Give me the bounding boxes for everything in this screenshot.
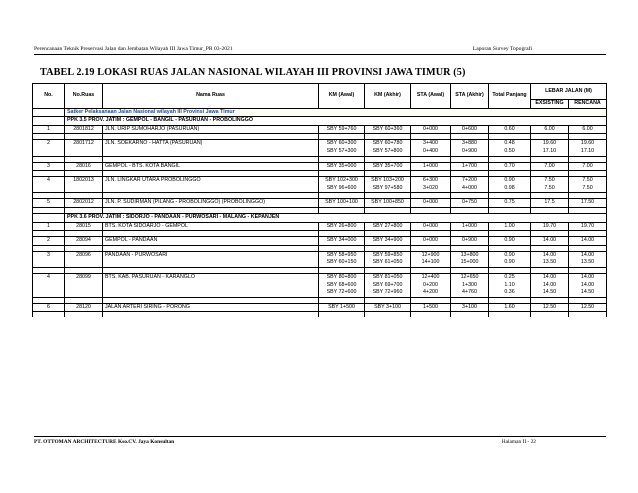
cell-rencana: 14.00 bbox=[569, 273, 607, 281]
cell-sta-awal: 0+400 bbox=[411, 148, 451, 156]
cell-panjang: 0.36 bbox=[489, 289, 531, 297]
cell-sta-awal: 0+200 bbox=[411, 282, 451, 290]
cell-existing: 7.50 bbox=[531, 177, 569, 185]
cell-rencana: 19.60 bbox=[569, 140, 607, 148]
cell-no: 1 bbox=[33, 222, 65, 231]
col-rencana: RENCANA bbox=[569, 100, 607, 109]
cell-km-awal: SBY 72+600 bbox=[319, 289, 365, 297]
cell-km-akhir: SBY 60+360 bbox=[365, 125, 411, 134]
cell-sta-akhir: 15+000 bbox=[451, 259, 489, 267]
cell-existing: 19.70 bbox=[531, 222, 569, 231]
cell-km-akhir: SBY 57+800 bbox=[365, 148, 411, 156]
road-table bbox=[32, 83, 607, 317]
cell-km-akhir: SBY 61+050 bbox=[365, 259, 411, 267]
cell-km-awal: SBY 34+000 bbox=[319, 237, 365, 246]
cell-km-awal: SBY 102+300 bbox=[319, 177, 365, 185]
page-footer bbox=[34, 436, 606, 445]
cell-km-akhir: SBY 100+850 bbox=[365, 199, 411, 208]
cell-sta-awal: 4+200 bbox=[411, 289, 451, 297]
cell-panjang: 0.90 bbox=[489, 259, 531, 267]
cell-existing: 12.50 bbox=[531, 303, 569, 312]
cell-no bbox=[33, 282, 65, 290]
cell-km-akhir: SBY 59+850 bbox=[365, 251, 411, 259]
table-title: TABEL 2.19 LOKASI RUAS JALAN NASIONAL WILAYAH III PROVINSI JAWA TIMUR (5) bbox=[40, 67, 466, 78]
cell-no: 3 bbox=[33, 162, 65, 171]
satker-row bbox=[33, 108, 607, 117]
spacer-cell bbox=[411, 312, 451, 318]
spacer-cell bbox=[489, 312, 531, 318]
cell-no: 1 bbox=[33, 125, 65, 134]
cell-no bbox=[33, 148, 65, 156]
cell-rencana: 19.70 bbox=[569, 222, 607, 231]
col-sta-awal: STA (Awal) bbox=[411, 84, 451, 109]
cell-panjang: 0.75 bbox=[489, 199, 531, 208]
ppk36-title: PPK 3.6 PROV. JATIM : SIDORJO - PANDAAN - PURWOSARI - MALANG - KEPANJEN bbox=[65, 213, 607, 222]
cell-sta-akhir: 1+300 bbox=[451, 282, 489, 290]
cell-no: 5 bbox=[33, 199, 65, 208]
cell-km-awal: SBY 68+600 bbox=[319, 282, 365, 290]
cell-panjang: 0.98 bbox=[489, 185, 531, 193]
cell-km-awal: SBY 100+100 bbox=[319, 199, 365, 208]
col-no-ruas: No.Ruas bbox=[65, 84, 103, 109]
table-row bbox=[33, 185, 607, 193]
cell-km-awal: SBY 58+950 bbox=[319, 251, 365, 259]
cell-nama: JLN. URIP SUMOHARJO (PASURUAN) bbox=[103, 125, 319, 134]
cell-nama bbox=[103, 259, 319, 267]
cell-panjang: 1.00 bbox=[489, 222, 531, 231]
cell-sta-akhir: 4+760 bbox=[451, 289, 489, 297]
col-km-awal: KM (Awal) bbox=[319, 84, 365, 109]
cell-sta-awal: 1+000 bbox=[411, 162, 451, 171]
cell-km-awal: SBY 35+000 bbox=[319, 162, 365, 171]
cell-panjang: 0.90 bbox=[489, 251, 531, 259]
cell-ruas: 28016 bbox=[65, 162, 103, 171]
cell-sta-akhir: 0+600 bbox=[451, 125, 489, 134]
spacer-cell bbox=[531, 312, 569, 318]
table-row bbox=[33, 125, 607, 134]
ppk35-title: PPK 3.5 PROV. JATIM : GEMPOL - BANGIL - PASURUAN - PROBOLINGGO bbox=[65, 117, 607, 126]
cell-km-awal: SBY 60+150 bbox=[319, 259, 365, 267]
table-body bbox=[33, 108, 607, 317]
cell-existing: 14.00 bbox=[531, 237, 569, 246]
table-row bbox=[33, 273, 607, 281]
cell-ruas bbox=[65, 282, 103, 290]
cell-no bbox=[33, 259, 65, 267]
table-row bbox=[33, 222, 607, 231]
col-sta-akhir: STA (Akhir) bbox=[451, 84, 489, 109]
cell-km-akhir: SBY 27+800 bbox=[365, 222, 411, 231]
spacer-cell bbox=[569, 312, 607, 318]
cell-ruas: 28099 bbox=[65, 273, 103, 281]
spacer-cell bbox=[103, 312, 319, 318]
cell-sta-akhir: 1+700 bbox=[451, 162, 489, 171]
table-row bbox=[33, 140, 607, 148]
col-km-akhir: KM (Akhir) bbox=[365, 84, 411, 109]
cell-no bbox=[33, 185, 65, 193]
cell-ruas bbox=[65, 148, 103, 156]
ppk35-row bbox=[33, 117, 607, 126]
cell-existing: 19.60 bbox=[531, 140, 569, 148]
cell-ruas: 2801712 bbox=[65, 140, 103, 148]
cell-panjang: 0.48 bbox=[489, 140, 531, 148]
cell-existing: 7.50 bbox=[531, 185, 569, 193]
cell-no bbox=[33, 289, 65, 297]
spacer-cell bbox=[33, 312, 65, 318]
cell-km-akhir: SBY 60+780 bbox=[365, 140, 411, 148]
col-existing: EXSISTING bbox=[531, 100, 569, 109]
cell-ruas: 28015 bbox=[65, 222, 103, 231]
cell-sta-akhir: 13+800 bbox=[451, 251, 489, 259]
cell-km-akhir: SBY 34+900 bbox=[365, 237, 411, 246]
cell-nama: GEMPOL - BTS. KOTA BANGIL bbox=[103, 162, 319, 171]
cell-sta-awal: 12+900 bbox=[411, 251, 451, 259]
spacer-row bbox=[33, 312, 607, 318]
cell-rencana: 14.00 bbox=[569, 282, 607, 290]
cell-no: 2 bbox=[33, 237, 65, 246]
cell-ruas: 28094 bbox=[65, 237, 103, 246]
cell-rencana: 7.50 bbox=[569, 177, 607, 185]
cell-existing: 14.00 bbox=[531, 251, 569, 259]
cell-rencana: 14.00 bbox=[569, 251, 607, 259]
cell-rencana: 7.00 bbox=[569, 162, 607, 171]
table-row bbox=[33, 289, 607, 297]
cell-rencana: 14.50 bbox=[569, 289, 607, 297]
cell-km-awal: SBY 96+600 bbox=[319, 185, 365, 193]
table-row bbox=[33, 237, 607, 246]
cell-panjang: 0.70 bbox=[489, 162, 531, 171]
cell-rencana: 17.10 bbox=[569, 148, 607, 156]
cell-ruas: 1802013 bbox=[65, 177, 103, 185]
cell-existing: 14.50 bbox=[531, 289, 569, 297]
cell-km-awal: SBY 80+800 bbox=[319, 273, 365, 281]
cell-rencana: 13.50 bbox=[569, 259, 607, 267]
cell-sta-akhir: 7+200 bbox=[451, 177, 489, 185]
footer-page-number: Halaman II - 22 bbox=[501, 439, 536, 445]
spacer-cell bbox=[451, 312, 489, 318]
cell-sta-awal: 0+000 bbox=[411, 237, 451, 246]
cell-no: 2 bbox=[33, 140, 65, 148]
cell-panjang: 1.60 bbox=[489, 303, 531, 312]
table-row bbox=[33, 177, 607, 185]
cell-sta-awal: 14+100 bbox=[411, 259, 451, 267]
cell-sta-awal: 1+500 bbox=[411, 303, 451, 312]
cell-nama: JLN. P. SUDIRMAN (PILANG - PROBOLINGGO) (PROBOLINGGO) bbox=[103, 199, 319, 208]
cell-km-akhir: SBY 81+050 bbox=[365, 273, 411, 281]
cell-existing: 14.00 bbox=[531, 273, 569, 281]
cell-ruas: 28096 bbox=[65, 251, 103, 259]
table-row bbox=[33, 282, 607, 290]
cell-km-akhir: SBY 103+200 bbox=[365, 177, 411, 185]
col-lebar-jalan: LEBAR JALAN (M) bbox=[531, 84, 607, 100]
header-left-text: Perencanaan Teknik Preservasi Jalan dan Jembatan Wilayah III Jawa Timur_PR 03-2021 bbox=[34, 46, 233, 52]
cell-rencana: 6.00 bbox=[569, 125, 607, 134]
cell-panjang: 0.90 bbox=[489, 237, 531, 246]
table-row bbox=[33, 251, 607, 259]
table-head bbox=[33, 84, 607, 109]
cell-km-akhir: SBY 3+100 bbox=[365, 303, 411, 312]
cell-sta-akhir: 12+650 bbox=[451, 273, 489, 281]
cell-nama: JLN. LINGKAR UTARA PROBOLINGGO bbox=[103, 177, 319, 185]
table-row bbox=[33, 162, 607, 171]
cell-nama bbox=[103, 289, 319, 297]
cell-sta-akhir: 1+000 bbox=[451, 222, 489, 231]
table-row bbox=[33, 199, 607, 208]
spacer-cell bbox=[65, 312, 103, 318]
cell-sta-awal: 6+300 bbox=[411, 177, 451, 185]
cell-rencana: 14.00 bbox=[569, 237, 607, 246]
cell-no: 4 bbox=[33, 177, 65, 185]
col-total-panjang: Total Panjang bbox=[489, 84, 531, 109]
cell-km-akhir: SBY 97+580 bbox=[365, 185, 411, 193]
ppk36-row bbox=[33, 213, 607, 222]
cell-existing: 17.5 bbox=[531, 199, 569, 208]
ppk36-blank bbox=[33, 213, 65, 222]
spacer-cell bbox=[365, 312, 411, 318]
table-row bbox=[33, 148, 607, 156]
cell-nama: JALAN ARTERI SIRING - PORONG bbox=[103, 303, 319, 312]
cell-sta-awal: 0+000 bbox=[411, 199, 451, 208]
cell-sta-akhir: 0+900 bbox=[451, 237, 489, 246]
cell-ruas: 2802012 bbox=[65, 199, 103, 208]
cell-existing: 17.10 bbox=[531, 148, 569, 156]
table-row bbox=[33, 303, 607, 312]
cell-sta-akhir: 3+880 bbox=[451, 140, 489, 148]
cell-km-awal: SBY 59+760 bbox=[319, 125, 365, 134]
cell-rencana: 7.50 bbox=[569, 185, 607, 193]
cell-nama: BTS. KOTA SIDOARJO - GEMPOL bbox=[103, 222, 319, 231]
col-no: No. bbox=[33, 84, 65, 109]
cell-sta-awal: 3+020 bbox=[411, 185, 451, 193]
cell-sta-akhir: 3+100 bbox=[451, 303, 489, 312]
cell-km-awal: SBY 57+300 bbox=[319, 148, 365, 156]
cell-nama bbox=[103, 282, 319, 290]
cell-ruas bbox=[65, 259, 103, 267]
cell-ruas bbox=[65, 185, 103, 193]
cell-existing: 13.50 bbox=[531, 259, 569, 267]
cell-ruas: 2801812 bbox=[65, 125, 103, 134]
cell-no: 3 bbox=[33, 251, 65, 259]
cell-panjang: 0.60 bbox=[489, 125, 531, 134]
cell-panjang: 0.50 bbox=[489, 148, 531, 156]
cell-sta-akhir: 4+000 bbox=[451, 185, 489, 193]
cell-no: 6 bbox=[33, 303, 65, 312]
cell-rencana: 12.50 bbox=[569, 303, 607, 312]
cell-nama bbox=[103, 148, 319, 156]
cell-panjang: 0.90 bbox=[489, 177, 531, 185]
cell-existing: 14.00 bbox=[531, 282, 569, 290]
cell-panjang: 1.10 bbox=[489, 282, 531, 290]
cell-no: 4 bbox=[33, 273, 65, 281]
cell-km-akhir: SBY 72+960 bbox=[365, 289, 411, 297]
cell-nama: PANDAAN - PURWOSARI bbox=[103, 251, 319, 259]
cell-nama: JLN. SOEKARNO - HATTA (PASURUAN) bbox=[103, 140, 319, 148]
cell-existing: 7.00 bbox=[531, 162, 569, 171]
spacer-cell bbox=[319, 312, 365, 318]
cell-sta-awal: 12+400 bbox=[411, 273, 451, 281]
satker-label: Satker Pelaksanaan Jalan Nasional wilayah III Provinsi Jawa Timur bbox=[65, 108, 607, 117]
table-row bbox=[33, 259, 607, 267]
cell-sta-akhir: 0+900 bbox=[451, 148, 489, 156]
cell-panjang: 0.25 bbox=[489, 273, 531, 281]
footer-left-text: PT. OTTOMAN ARCHITECTURE Kso.CV. Jaya Konsultan bbox=[34, 439, 175, 445]
cell-sta-akhir: 0+750 bbox=[451, 199, 489, 208]
cell-nama: GEMPOL - PANDAAN bbox=[103, 237, 319, 246]
cell-sta-awal: 0+000 bbox=[411, 222, 451, 231]
cell-nama: BTS. KAB. PASURUAN - KARANGLO bbox=[103, 273, 319, 281]
page-header bbox=[34, 46, 606, 55]
header-right-text: Laporan Survey Topografi bbox=[472, 46, 532, 52]
cell-rencana: 17.50 bbox=[569, 199, 607, 208]
cell-km-akhir: SBY 35+700 bbox=[365, 162, 411, 171]
cell-ruas bbox=[65, 289, 103, 297]
cell-km-awal: SBY 60+300 bbox=[319, 140, 365, 148]
cell-km-awal: SBY 1+500 bbox=[319, 303, 365, 312]
cell-nama bbox=[103, 185, 319, 193]
cell-existing: 6.00 bbox=[531, 125, 569, 134]
cell-sta-awal: 3+400 bbox=[411, 140, 451, 148]
cell-sta-awal: 0+000 bbox=[411, 125, 451, 134]
cell-km-akhir: SBY 69+700 bbox=[365, 282, 411, 290]
cell-ruas: 28120 bbox=[65, 303, 103, 312]
col-nama-ruas: Nama Ruas bbox=[103, 84, 319, 109]
cell-km-awal: SBY 26+800 bbox=[319, 222, 365, 231]
